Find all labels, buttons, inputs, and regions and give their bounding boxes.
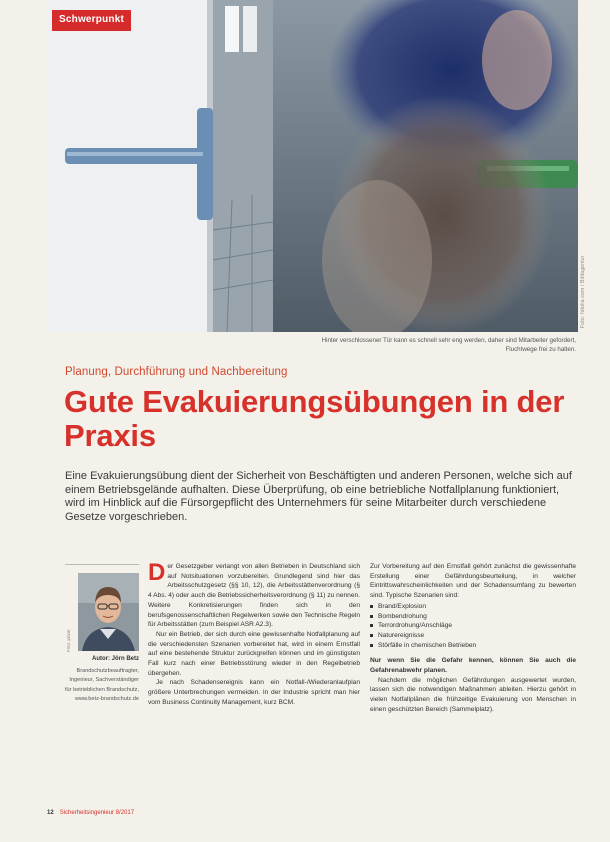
section-tag: Schwerpunkt <box>52 10 131 31</box>
page-footer <box>47 810 134 816</box>
photo-credit: Foto: fotolia.com / Bildagentur <box>580 255 586 328</box>
drop-cap: D <box>148 562 166 586</box>
list-item: Naturereignisse <box>370 631 576 641</box>
photo-caption: Hinter verschlossener Tür kann es schnell sehr eng werden, daher sind Mitarbeiter gefordert, Fluchtwege frei zu halten. <box>321 337 576 353</box>
list-item: Terrordrohung/Anschläge <box>370 621 576 631</box>
author-name: Autor: Jörn Betz <box>92 656 139 662</box>
list-item: Bombendrohung <box>370 612 576 622</box>
article-headline: Gute Evakuierungsübungen in der Praxis <box>64 384 565 453</box>
article-lead: Eine Evakuierungsübung dient der Sicherheit von Beschäftigten und anderen Personen, welche sich auf einem Betriebsgelände aufhalten. Diese Überprüfung, ob eine betriebliche Notfallplanung funktioniert, wird im Hinblick auf die Fürsorgepflicht des Unternehmers für seine Mitarbeiter durch verschiedene Gesetze vorgeschrieben. <box>65 470 572 523</box>
scenario-list <box>370 602 576 651</box>
article-column-2 <box>370 562 576 832</box>
column2-paragraph-2: Nachdem die möglichen Gefährdungen ausgewertet wurden, lassen sich die notwendigen Maßnahmen ableiten. Hierzu gehört in vielen Notfallplänen die frühzeitige Evakuierung von Menschen in einen geschützten Bereich (Sammelplatz). <box>370 676 576 713</box>
author-bio: Brandschutzbeauftragter, Ingenieur, Sachverständiger für betrieblichen Brandschutz, www.betz-brandschutz.de <box>65 668 140 703</box>
author-photo <box>78 573 139 651</box>
column2-highlight: Nur wenn Sie die Gefahr kennen, können Sie auch die Gefahrenabwehr planen. <box>370 657 576 675</box>
list-item: Störfälle in chemischen Betrieben <box>370 641 576 651</box>
column1-paragraph-1 <box>148 562 360 630</box>
list-item: Brand/Explosion <box>370 602 576 612</box>
column1-paragraph-3: Je nach Schadensereignis kann ein Notfall-/Wiederanlaufplan größere Unterbrechungen vermeiden. In der Industrie spricht man hier vom Business Continuity Management, kurz BCM. <box>148 679 360 706</box>
article-column-1 <box>148 562 360 832</box>
column1-text-1: er Gesetzgeber verlangt von allen Betrieben in Deutschland sich auf Notsituationen vorzubereiten. Grundlegend sind hier das Arbeitsschutzgesetz (§§ 10, 12), die Arbeitsstättenverordnung (§ 4 Abs. 4) oder auch die Betriebssicherheitsverordnung (§ 11) zu nennen. Weitere Konkretisierungen finden sich in den berufsgenossenschaftlichen Regelwerken sowie den Technische Regeln für Arbeitsstätten (zum Beispiel ASR A2.3). <box>148 563 360 629</box>
column2-paragraph-1: Zur Vorbereitung auf den Ernstfall gehört zunächst die gewissenhafte Erstellung einer Gefährdungsbeurteilung, in welcher Eintrittswahrscheinlichkeiten und der Schadensumfang zu bewerten sind. Typische Szenarien sind: <box>370 563 576 600</box>
author-divider <box>65 564 139 565</box>
emergency-exit-photo-illustration <box>47 0 578 332</box>
magazine-name: Sicherheitsingenieur 8/2017 <box>59 810 135 816</box>
author-photo-credit: Foto: privat <box>66 629 71 652</box>
article-kicker: Planung, Durchführung und Nachbereitung <box>65 366 288 378</box>
author-portrait-icon <box>78 573 139 651</box>
column1-paragraph-2: Nur ein Betrieb, der sich durch eine gewissenhafte Notfallplanung auf die verschiedensten Szenarien vorbereitet hat, wird in einem Ernstfall auf eine bestehende Struktur zurückgreifen können und im günstigsten Fall kurz nach einer Betriebsstörung wieder in den Regelbetrieb übergehen. <box>148 630 360 677</box>
page-number: 12 <box>47 810 54 816</box>
hero-photo <box>47 0 578 332</box>
